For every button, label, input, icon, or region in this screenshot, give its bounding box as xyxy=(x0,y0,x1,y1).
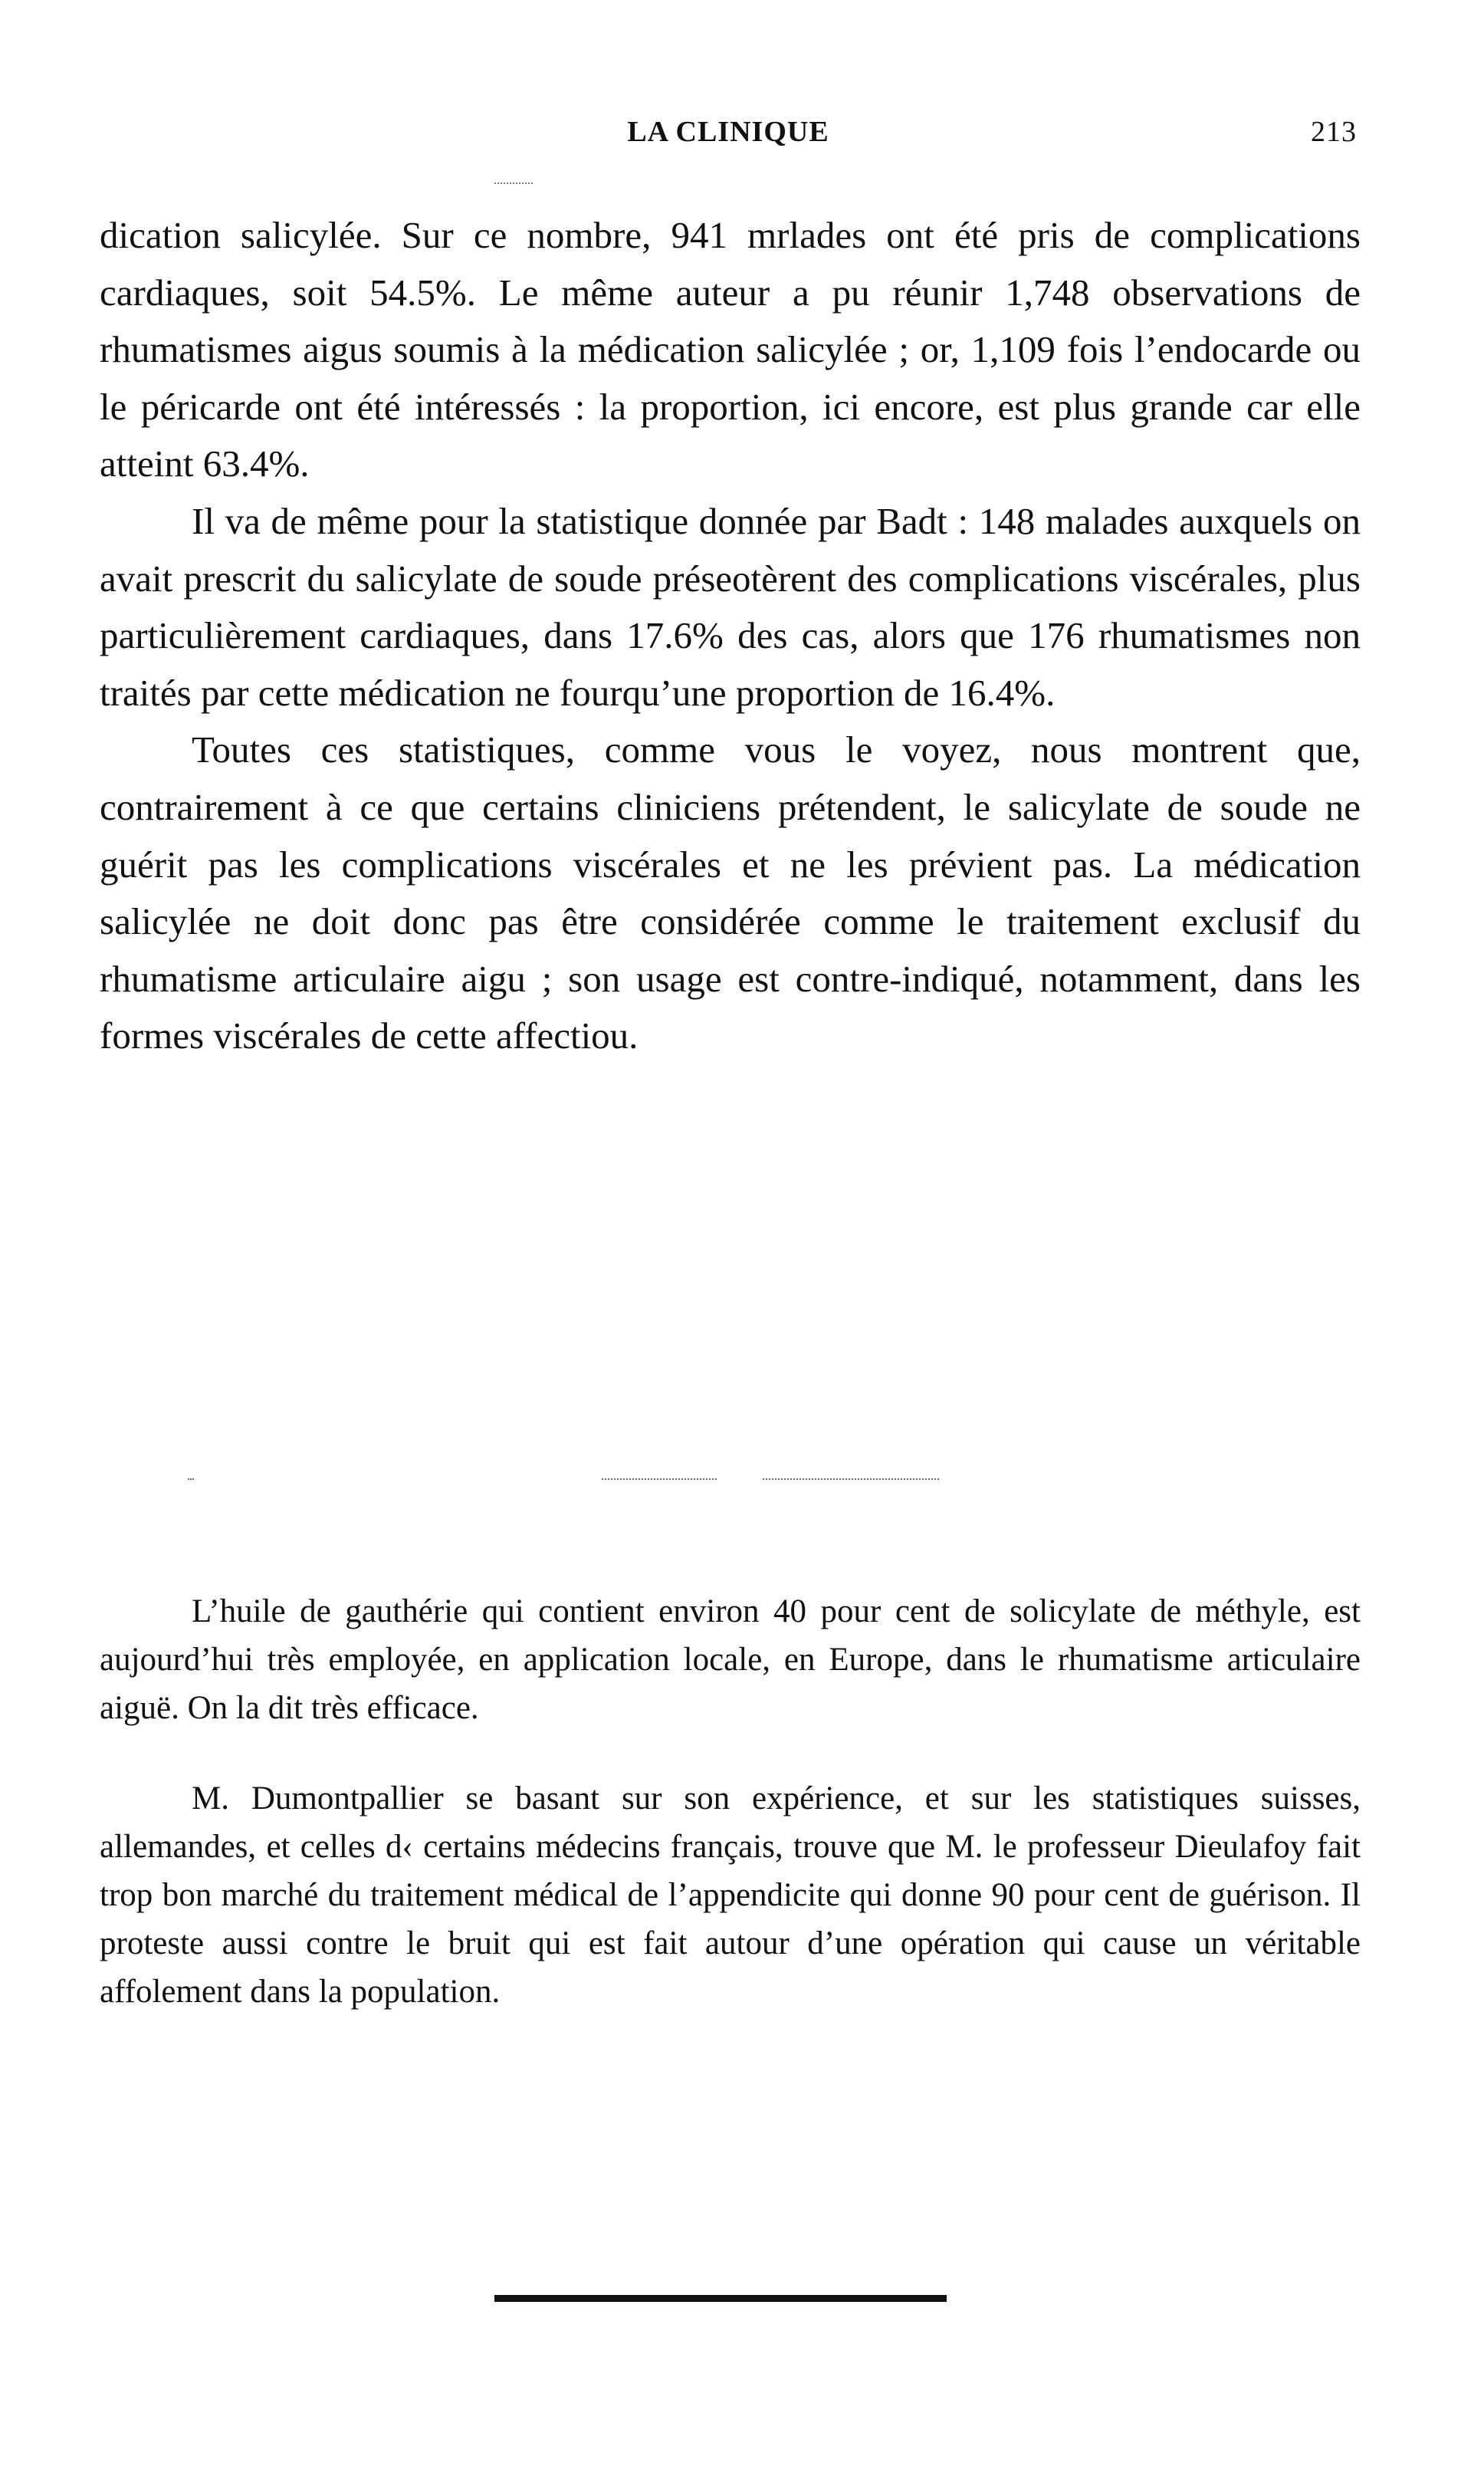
running-title: LA CLINIQUE xyxy=(627,116,829,148)
closing-rule xyxy=(494,2295,947,2302)
note-paragraph-1: L’huile de gauthérie qui contient environ 40 pour cent de solicylate de méthyle, est aujourd’hui très employée, en application locale, en Europe, dans le rhumatisme articulaire aiguë. On la dit très efficace. xyxy=(100,1593,1361,1726)
section-divider-dots xyxy=(188,1478,939,1486)
main-text xyxy=(100,207,1361,1065)
note-paragraph-2: M. Dumontpallier se basant sur son expérience, et sur les statistiques suisses, allemandes, et celles d‹ certains médecins français, trouve que M. le professeur Dieulafoy fait trop bon marché du traitement médical de l’appendicite qui donne 90 pour cent de guérison. Il proteste aussi contre le bruit qui est fait autour d’une opération qui cause un véritable affolement dans la population. xyxy=(100,1780,1361,2010)
main-paragraph-3: Toutes ces statistiques, comme vous le voyez, nous montrent que, contrairement à ce que certains cliniciens prétendent, le salicylate de soude ne guérit pas les complications viscérales et ne les prévient pas. La médication salicylée ne doit donc pas être considérée comme le traitement exclusif du rhumatisme articulaire aigu ; son usage est contre-indiqué, notamment, dans les formes viscérales de cette affectiou. xyxy=(100,728,1361,1057)
main-paragraph-2: Il va de même pour la statistique donnée par Badt : 148 malades auxquels on avait prescrit du salicylate de soude préseotèrent des complications viscérales, plus particulièrement cardiaques, dans 17.6% des cas, alors que 176 rhumatismes non traités par cette médication ne fourqu’une proportion de 16.4%. xyxy=(100,499,1361,714)
main-paragraph-1: dication salicylée. Sur ce nombre, 941 mrlades ont été pris de complications cardiaques, soit 54.5%. Le même auteur a pu réunir 1,748 observations de rhumatismes aigus soumis à la médication salicylée ; or, 1,109 fois l’endocarde ou le péricarde ont été intéressés : la proportion, ici encore, est plus grande car elle atteint 63.4%. xyxy=(100,214,1361,485)
editorial-notes xyxy=(100,1587,1361,2016)
running-head xyxy=(100,115,1357,161)
page-number: 213 xyxy=(1311,116,1357,148)
header-ornament-dash xyxy=(494,182,533,184)
